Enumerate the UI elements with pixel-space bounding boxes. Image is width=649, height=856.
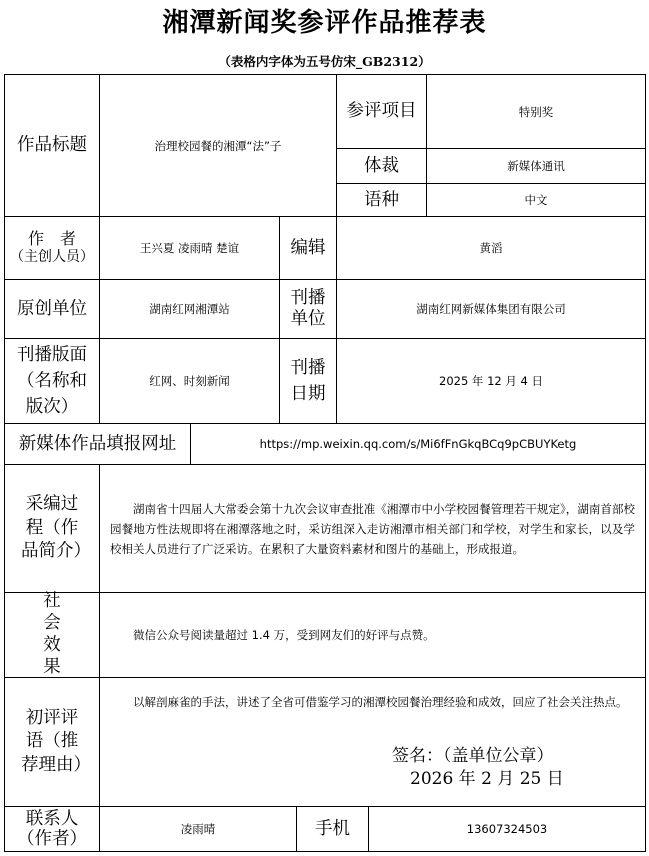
contact-label: 联系人（作者） (17, 808, 87, 849)
effect-label: 社会效果 (43, 591, 61, 677)
publish-date-label: 刊播日期 (290, 357, 326, 404)
work-title-value: 治理校园餐的湘潭“法”子 (154, 138, 282, 153)
author-label-line2: （主创人员） (10, 249, 94, 266)
recommend-label: 初评评语（推荐理由） (21, 707, 91, 775)
publish-unit-label: 刊播单位 (290, 288, 326, 329)
row-divider (4, 677, 646, 678)
publish-date-value: 2025 年 12 月 4 日 (439, 374, 543, 388)
category-label: 参评项目 (346, 101, 417, 121)
url-label: 新媒体作品填报网址 (18, 433, 177, 454)
authors-value: 王兴夏 凌雨晴 楚谊 (139, 241, 240, 255)
genre-value: 新媒体通讯 (507, 159, 565, 173)
url-value[interactable]: https://mp.weixin.qq.com/s/Mi6fFnGkqBCq9pCBUYKetg (259, 437, 577, 451)
sign-date: 2026 年 2 月 25 日 (410, 769, 564, 789)
author-label (5, 217, 99, 279)
process-cell (100, 465, 645, 592)
phone-label: 手机 (315, 818, 350, 839)
publish-unit-value: 湖南红网新媒体集团有限公司 (416, 302, 566, 316)
contact-value: 凌雨晴 (180, 822, 216, 836)
author-label-line1: 作 者 (27, 229, 76, 249)
language-label: 语种 (364, 189, 399, 210)
publish-page-value: 红网、时刻新闻 (149, 374, 230, 388)
table-border-right (645, 74, 646, 852)
process-label: 采编过程（作品简介） (21, 494, 91, 562)
genre-label: 体裁 (364, 155, 399, 176)
process-text: 湖南省十四届人大常委会第十九次会议审查批准《湘潭市中小学校园餐管理若干规定》，湖南首部校园餐地方性法规即将在湘潭落地之时，采访组深入走访湘潭市相关部门和学校，对学生和家长，以及学校相关人员进行了广泛采访。在累积了大量资料素材和图片的基础上，形成报道。 (110, 501, 635, 556)
table-border-bottom (4, 851, 646, 852)
recommend-text: 以解剖麻雀的手法，讲述了全省可借鉴学习的湘潭校园餐治理经验和成效，回应了社会关注热点。 (133, 695, 628, 709)
editor-value: 黄滔 (479, 241, 503, 255)
effect-text: 微信公众号阅读量超过 1.4 万，受到网友们的好评与点赞。 (133, 628, 435, 642)
origin-unit-label: 原创单位 (17, 298, 87, 319)
origin-unit-value: 湖南红网湘潭站 (149, 302, 230, 316)
signature-line: 签名：（盖单位公章） (392, 746, 554, 766)
work-title-label: 作品标题 (17, 135, 87, 155)
effect-cell (100, 593, 645, 677)
publish-page-label: 刊播版面（名称和版次） (17, 344, 87, 418)
category-value: 特别奖 (518, 104, 554, 119)
language-value: 中文 (524, 193, 548, 207)
phone-value: 13607324503 (466, 822, 548, 836)
editor-label: 编辑 (290, 237, 326, 258)
form-subtitle: （表格内字体为五号仿宋_GB2312） (218, 54, 431, 69)
recommend-cell (100, 692, 645, 736)
form-title: 湘潭新闻奖参评作品推荐表 (162, 8, 487, 38)
